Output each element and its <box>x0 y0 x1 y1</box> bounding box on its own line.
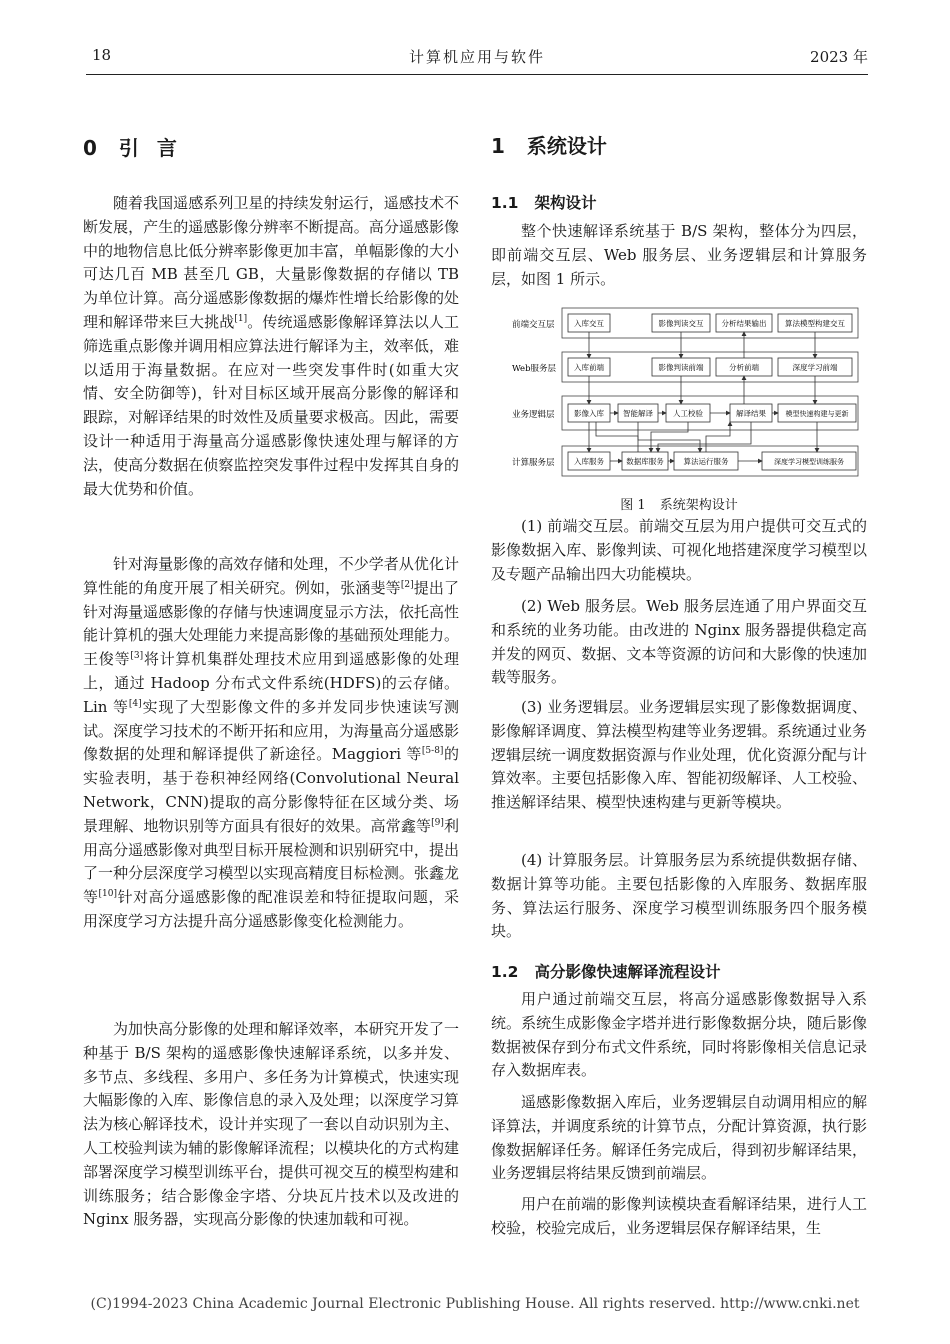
citation-ref[interactable]: [9] <box>431 817 444 828</box>
copyright-footer: (C)1994-2023 China Academic Journal Electronic Publishing House. All rights reserved. http://www.cnki.net <box>90 1296 860 1312</box>
figure-1-caption <box>491 494 867 513</box>
module-model-update: 模型快速构建与更新 <box>785 410 849 418</box>
module-analysis-front: 分析前端 <box>729 363 759 372</box>
layer-desc-logic: (3) 业务逻辑层。业务逻辑层实现了影像数据调度、影像解译调度、算法模型构建等业务逻辑。系统通过业务逻辑层统一调度数据资源与作业处理，优化资源分配与计算效率。主要包括影像入库、智能初级解译、人工校验、推送解译结果、模型快速构建与更新等模块。 <box>491 698 867 812</box>
section-1-title: 系统设计 <box>526 134 607 158</box>
flow-paragraph-2: 遥感影像数据入库后，业务逻辑层自动调用相应的解译算法，并调度系统的计算节点，分配计算资源，执行影像数据解译任务。解译任务完成后，得到初步解译结果，业务逻辑层将结果反馈到前端层。 <box>491 1093 867 1183</box>
subsection-1-2-title: 高分影像快速解译流程设计 <box>534 963 721 981</box>
section-1-heading <box>491 130 607 159</box>
module-dl-front: 深度学习前端 <box>792 363 838 372</box>
module-ingest-ui: 入库交互 <box>574 319 604 328</box>
module-interpret-ui: 影像判读交互 <box>658 319 704 328</box>
flow-paragraph-1: 用户通过前端交互层，将高分遥感影像数据导入系统。系统生成影像金字塔并进行影像数据分块，随后影像数据被保存到分布式文件系统，同时将影像相关信息记录存入数据库表。 <box>491 990 867 1080</box>
subsection-1-1-heading <box>491 191 596 213</box>
subsection-1-1-number: 1.1 <box>491 194 519 212</box>
header-rule <box>86 74 868 75</box>
intro-paragraph-1: 随着我国遥感系列卫星的持续发射运行，遥感技术不断发展，产生的遥感影像分辨率不断提高。高分遥感影像中的地物信息比低分辨率影像更加丰富，单幅影像的大小可达几百 MB 甚至几 GB，大量影像数据的存储以 TB 为单位计算。高分遥感影像数据的爆炸性增长给影像的处理和解译带来巨大挑战[1]。传统遥感影像解译算法以人工筛选重点影像并调用相应算法进行解译为主，效率低，难以适用于海量数据。在应对一些突发事件时(如重大灾情、安全防御等)，针对目标区域开展高分影像的解译和跟踪，对解译结果的时效性及质量要求极高。因此，需要设计一种适用于海量高分遥感影像快速处理与解译的方法，使高分数据在侦察监控突发事件过程中发挥其自身的最大优势和价值。 <box>83 194 459 498</box>
citation-ref[interactable]: [5-8] <box>421 746 444 757</box>
module-smart-interpret: 智能解译 <box>623 409 653 418</box>
subsection-1-1-title: 架构设计 <box>534 194 597 212</box>
figure-1-label: 图 1 <box>620 498 646 513</box>
section-0-number: 0 <box>83 136 97 160</box>
layer-label-frontend: 前端交互层 <box>512 320 555 330</box>
subsection-1-2-heading <box>491 960 720 982</box>
page-number: 18 <box>92 46 112 64</box>
module-db-service: 数据库服务 <box>626 457 664 466</box>
figure-1-caption-text: 系统架构设计 <box>659 498 738 513</box>
section-1-number: 1 <box>491 134 505 158</box>
module-model-build-ui: 算法模型构建交互 <box>785 319 845 328</box>
layer-desc-frontend: (1) 前端交互层。前端交互层为用户提供可交互式的影像数据入库、影像判读、可视化地搭建深度学习模型以及专题产品输出四大功能模块。 <box>491 517 867 583</box>
publication-year: 2023 年 <box>810 48 868 66</box>
citation-ref[interactable]: [3] <box>130 651 144 662</box>
citation-ref[interactable]: [1] <box>234 313 248 324</box>
layer-desc-web: (2) Web 服务层。Web 服务层连通了用户界面交互和系统的业务功能。由改进的 Nginx 服务器提供稳定高并发的网页、数据、文本等资源的访问和大影像的快速加载等服务。 <box>491 597 867 687</box>
layer-label-web: Web服务层 <box>512 364 557 374</box>
flow-paragraph-3: 用户在前端的影像判读模块查看解译结果，进行人工校验，校验完成后，业务逻辑层保存解译结果，生 <box>491 1195 867 1237</box>
module-interpret-front: 影像判读前端 <box>658 363 704 372</box>
layer-desc-compute: (4) 计算服务层。计算服务层为系统提供数据存储、数据计算等功能。主要包括影像的入库服务、数据库服务、算法运行服务、深度学习模型训练服务四个服务模块。 <box>491 851 867 941</box>
module-manual-check: 人工校验 <box>673 409 703 418</box>
citation-ref[interactable]: [4] <box>128 698 142 709</box>
section-0-title: 引言 <box>118 136 195 160</box>
citation-ref[interactable]: [10] <box>98 889 118 900</box>
architecture-intro: 整个快速解译系统基于 B/S 架构，整体分为四层，即前端交互层、Web 服务层、业务逻辑层和计算服务层，如图 1 所示。 <box>491 222 867 288</box>
module-interpret-result: 解译结果 <box>736 409 766 418</box>
architecture-diagram <box>510 304 860 480</box>
module-dl-train-service: 深度学习模型训练服务 <box>774 458 844 466</box>
section-0-heading <box>83 132 195 161</box>
layer-label-compute: 计算服务层 <box>512 458 555 468</box>
module-image-ingest: 影像入库 <box>574 409 604 418</box>
module-algo-service: 算法运行服务 <box>683 457 729 466</box>
intro-paragraph-2: 针对海量影像的高效存储和处理，不少学者从优化计算性能的角度开展了相关研究。例如，张涵斐等[2]提出了针对海量遥感影像的存储与快速调度显示方法，依托高性能计算机的强大处理能力来提高影像的基础预处理能力。王俊等[3]将计算机集群处理技术应用到遥感影像的处理上，通过 Hadoop 分布式文件系统(HDFS)的云存储。Lin 等[4]实现了大型影像文件的多并发同步快速读写测试。深度学习技术的不断开拓和应用，为海量高分遥感影像数据的处理和解译提供了新途径。Maggiori 等[5-8]的实验表明，基于卷积神经网络(Convolutional Neural Network，CNN)提取的高分影像特征在区域分类、场景理解、地物识别等方面具有很好的效果。高常鑫等[9]利用高分遥感影像对典型目标开展检测和识别研究中，提出了一种分层深度学习模型以实现高精度目标检测。张鑫龙等[10]针对高分遥感影像的配准误差和特征提取问题，采用深度学习方法提升高分遥感影像变化检测能力。 <box>83 555 459 930</box>
journal-title: 计算机应用与软件 <box>408 48 545 66</box>
module-ingest-service: 入库服务 <box>574 457 604 466</box>
layer-label-logic: 业务逻辑层 <box>512 410 555 420</box>
module-ingest-front: 入库前端 <box>574 363 604 372</box>
subsection-1-2-number: 1.2 <box>491 963 519 981</box>
citation-ref[interactable]: [2] <box>400 579 414 590</box>
intro-paragraph-3: 为加快高分影像的处理和解译效率，本研究开发了一种基于 B/S 架构的遥感影像快速解译系统，以多并发、多节点、多线程、多用户、多任务为计算模式，快速实现大幅影像的入库、影像信息的录入及处理；以深度学习算法为核心解译技术，设计并实现了一套以自动识别为主、人工校验判读为辅的影像解译流程；以模块化的方式构建部署深度学习模型训练平台，提供可视交互的模型构建和训练服务；结合影像金字塔、分块瓦片技术以及改进的 Nginx 服务器，实现高分影像的快速加载和可视。 <box>83 1020 459 1229</box>
module-result-output: 分析结果输出 <box>721 319 767 328</box>
diagram-connectors <box>589 332 817 461</box>
page-header <box>86 46 868 70</box>
